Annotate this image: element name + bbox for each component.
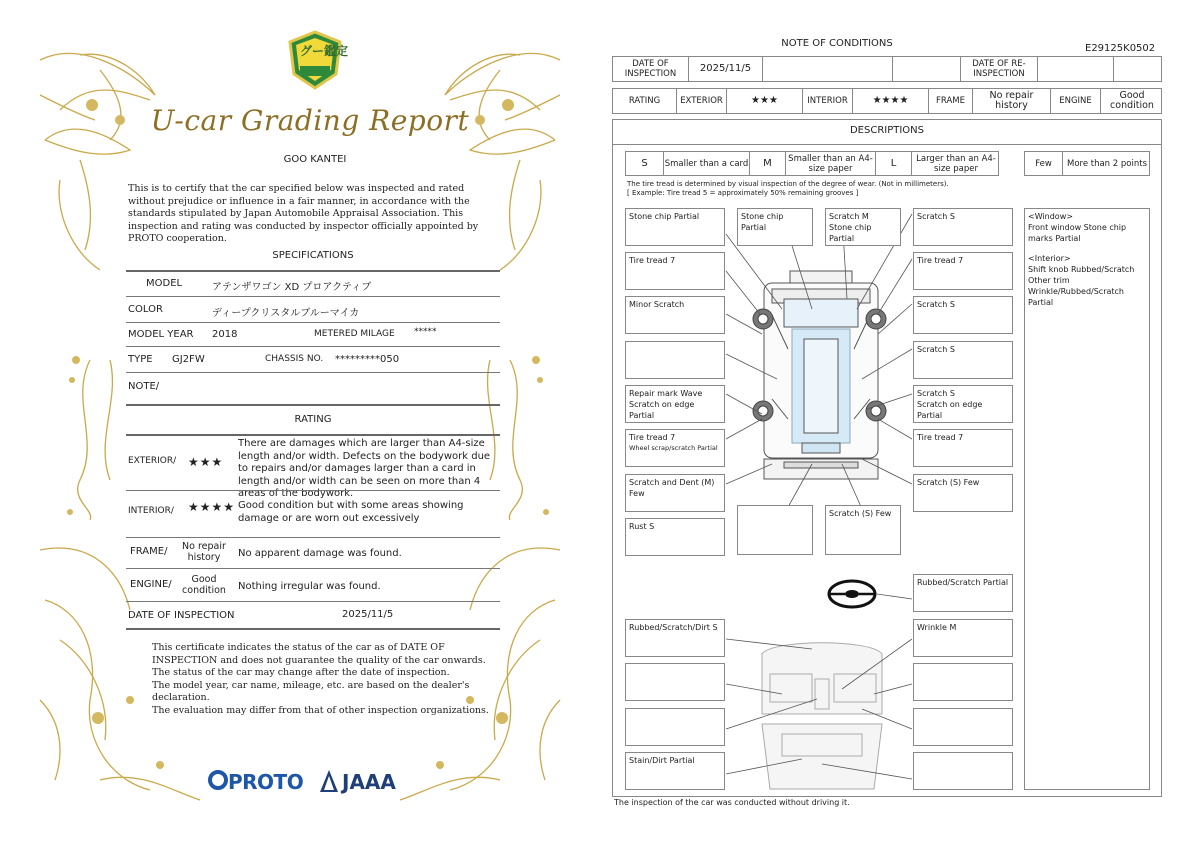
legend-l: L xyxy=(876,152,912,175)
note-rust: Rust S xyxy=(625,518,725,556)
note-blank xyxy=(913,663,1013,701)
note-scratch-few: Scratch (S) Few xyxy=(913,474,1013,512)
engine-label: ENGINE xyxy=(1051,89,1101,113)
legend-m-text: Smaller than an A4-size paper xyxy=(786,152,876,175)
certificate-intro: This is to certify that the car specified below was inspected and rated without prejudice or influence in a fair manner, in accordance with the standards stipulated by Japan Automobile Appraisal Association. This inspection and rating was conducted by inspector officially appointed by PROTO cooperation. xyxy=(128,183,479,245)
date-of-inspection-label: DATE OF INSPECTION xyxy=(613,57,689,81)
note-scratch-m: Scratch M Stone chip Partial xyxy=(825,208,901,246)
interior-stars: ★★★★ xyxy=(853,89,929,113)
frame-description: No apparent damage was found. xyxy=(238,548,402,559)
interior-stars: ★★★★ xyxy=(188,500,236,514)
legend-few-text: More than 2 points xyxy=(1066,158,1147,169)
proto-logo: PROTO xyxy=(228,770,304,794)
legend-few: Few xyxy=(1025,152,1063,175)
chassis-value: *********050 xyxy=(335,354,400,365)
note-stain-dirt: Stain/Dirt Partial xyxy=(625,752,725,790)
engine-value: Good condition xyxy=(182,574,226,596)
mileage-value: ***** xyxy=(414,327,437,337)
chassis-label: CHASSIS NO. xyxy=(265,354,324,364)
badge-text: グー鑑定 xyxy=(300,44,349,58)
divider xyxy=(126,296,500,297)
color-label: COLOR xyxy=(128,304,163,315)
note-wrinkle: Wrinkle M xyxy=(913,619,1013,657)
note-blank xyxy=(737,505,813,555)
exterior-stars: ★★★ xyxy=(188,455,224,469)
note-stone-chip-top: Stone chip Partial xyxy=(737,208,813,246)
tire-note-example: [ Example: Tire tread 5 = approximately 50% remaining grooves ] xyxy=(627,189,859,197)
interior-description: Good condition but with some areas showing damage or are worn out excessively xyxy=(238,500,464,524)
divider xyxy=(126,628,500,630)
interior-label: INTERIOR xyxy=(803,89,853,113)
note-repair-mark: Repair mark Wave Scratch on edge Partial xyxy=(625,385,725,423)
note-steering-wheel: Rubbed/Scratch Partial xyxy=(913,574,1013,612)
exterior-stars: ★★★ xyxy=(727,89,803,113)
note-scratch-s: Scratch S xyxy=(913,296,1013,334)
few-legend xyxy=(1024,151,1150,176)
note-scratch-edge: Scratch S Scratch on edge Partial xyxy=(913,385,1013,423)
legend-s: S xyxy=(626,152,664,175)
note-rubbed-dirt: Rubbed/Scratch/Dirt S xyxy=(625,619,725,657)
rating-row xyxy=(612,88,1162,114)
frame-label: FRAME/ xyxy=(130,546,168,557)
note-blank xyxy=(913,752,1013,790)
goo-kantei-badge-icon xyxy=(286,30,344,92)
note-scratch-s: Scratch S xyxy=(913,341,1013,379)
note-scratch-dent: Scratch and Dent (M) Few xyxy=(625,474,725,512)
note-blank xyxy=(913,708,1013,746)
steering-wheel-icon xyxy=(829,581,875,607)
model-value: アテンザワゴン XD プロアクティブ xyxy=(212,282,372,293)
footer-line: The evaluation may differ from that of other inspection organizations. xyxy=(152,704,489,716)
divider xyxy=(126,434,500,436)
note-label: NOTE/ xyxy=(128,381,160,392)
divider xyxy=(126,346,500,347)
footer-line: The model year, car name, mileage, etc. are based on the dealer's declaration. xyxy=(152,679,470,703)
tire-note: The tire tread is determined by visual inspection of the degree of wear. (Not in millimeters). xyxy=(627,180,949,188)
blank-cell xyxy=(1038,57,1114,81)
note-scratch-few: Scratch (S) Few xyxy=(825,505,901,555)
color-value: ディープクリスタルブルーマイカ xyxy=(212,308,360,319)
divider xyxy=(126,568,500,569)
note-tire-tread: Tire tread 7 xyxy=(913,429,1013,467)
engine-description: Nothing irregular was found. xyxy=(238,581,381,592)
note-tire-tread: Tire tread 7 xyxy=(625,252,725,290)
footer-line: This certificate indicates the status of the car as of DATE OF INSPECTION and does not guarantee the quality of the car onwards. xyxy=(152,642,486,666)
note-blank xyxy=(625,663,725,701)
frame-value: No repair history xyxy=(973,89,1051,113)
specifications-title: SPECIFICATIONS xyxy=(272,250,354,261)
date-of-inspection-value: 2025/11/5 xyxy=(689,57,763,81)
rating-label: RATING xyxy=(613,89,677,113)
mileage-label: METERED MILAGE xyxy=(314,329,395,339)
divider xyxy=(126,537,500,538)
type-value: GJ2FW xyxy=(172,354,205,365)
frame-value: No repair history xyxy=(182,541,226,563)
divider xyxy=(126,372,500,373)
legend-s-text: Smaller than a card xyxy=(664,152,750,175)
note-blank xyxy=(625,341,725,379)
note-stone-chip: Stone chip Partial xyxy=(625,208,725,246)
note-tire-tread: Tire tread 7 xyxy=(913,252,1013,290)
sheet-footer: The inspection of the car was conducted without driving it. xyxy=(614,798,850,807)
model-label: MODEL xyxy=(146,278,183,289)
note-blank xyxy=(625,708,725,746)
footer-line: The status of the car may change after the date of inspection. xyxy=(152,667,450,678)
model-year-value: 2018 xyxy=(212,329,238,340)
side-notes: <Window> Front window Stone chip marks Partial <Interior> Shift knob Rubbed/Scratch Other trim Wrinkle/Rubbed/Scratch Partial xyxy=(1024,208,1150,790)
exterior-description: There are damages which are larger than A4-size length and/or width. Defects on the bodywork due to repairs and/or damages larger than a card in length and/or width can be seen on more than 4 areas of the bodywork. xyxy=(238,438,491,499)
exterior-label: EXTERIOR xyxy=(677,89,727,113)
sheet-title: NOTE OF CONDITIONS xyxy=(781,38,893,49)
legend-l-text: Larger than an A4-size paper xyxy=(916,153,996,174)
blank-cell xyxy=(893,57,961,81)
interior-label: INTERIOR/ xyxy=(128,506,174,516)
legend-m: M xyxy=(750,152,786,175)
certificate-footer xyxy=(152,642,502,717)
document-number: E29125K0502 xyxy=(1085,43,1156,54)
date-of-reinspection-label: DATE OF RE-INSPECTION xyxy=(961,57,1038,81)
engine-label: ENGINE/ xyxy=(130,579,172,590)
type-label: TYPE xyxy=(128,354,153,365)
rating-title: RATING xyxy=(294,414,332,425)
jaaa-logo: JAAA xyxy=(342,770,396,794)
note-tire-tread-wheel: Tire tread 7 Wheel scrap/scratch Partial xyxy=(625,429,725,467)
certificate-subtitle: GOO KANTEI xyxy=(283,154,347,165)
divider xyxy=(126,322,500,323)
date-of-inspection-value: 2025/11/5 xyxy=(342,609,394,620)
blank-cell xyxy=(763,57,893,81)
model-year-label: MODEL YEAR xyxy=(128,329,194,340)
divider xyxy=(126,270,500,272)
note-scratch-s: Scratch S xyxy=(913,208,1013,246)
engine-value: Good condition xyxy=(1110,90,1154,111)
date-of-inspection-label: DATE OF INSPECTION xyxy=(128,610,235,621)
certificate-title: U-car Grading Report xyxy=(150,104,470,137)
frame-label: FRAME xyxy=(929,89,973,113)
divider xyxy=(126,490,500,491)
exterior-label: EXTERIOR/ xyxy=(128,456,177,466)
divider xyxy=(126,404,500,406)
proto-logo-icon xyxy=(208,768,230,794)
note-minor-scratch: Minor Scratch xyxy=(625,296,725,334)
descriptions-title: DESCRIPTIONS xyxy=(849,125,925,136)
divider xyxy=(126,601,500,602)
jaaa-logo-icon xyxy=(318,768,340,794)
inspection-date-row xyxy=(612,56,1162,82)
